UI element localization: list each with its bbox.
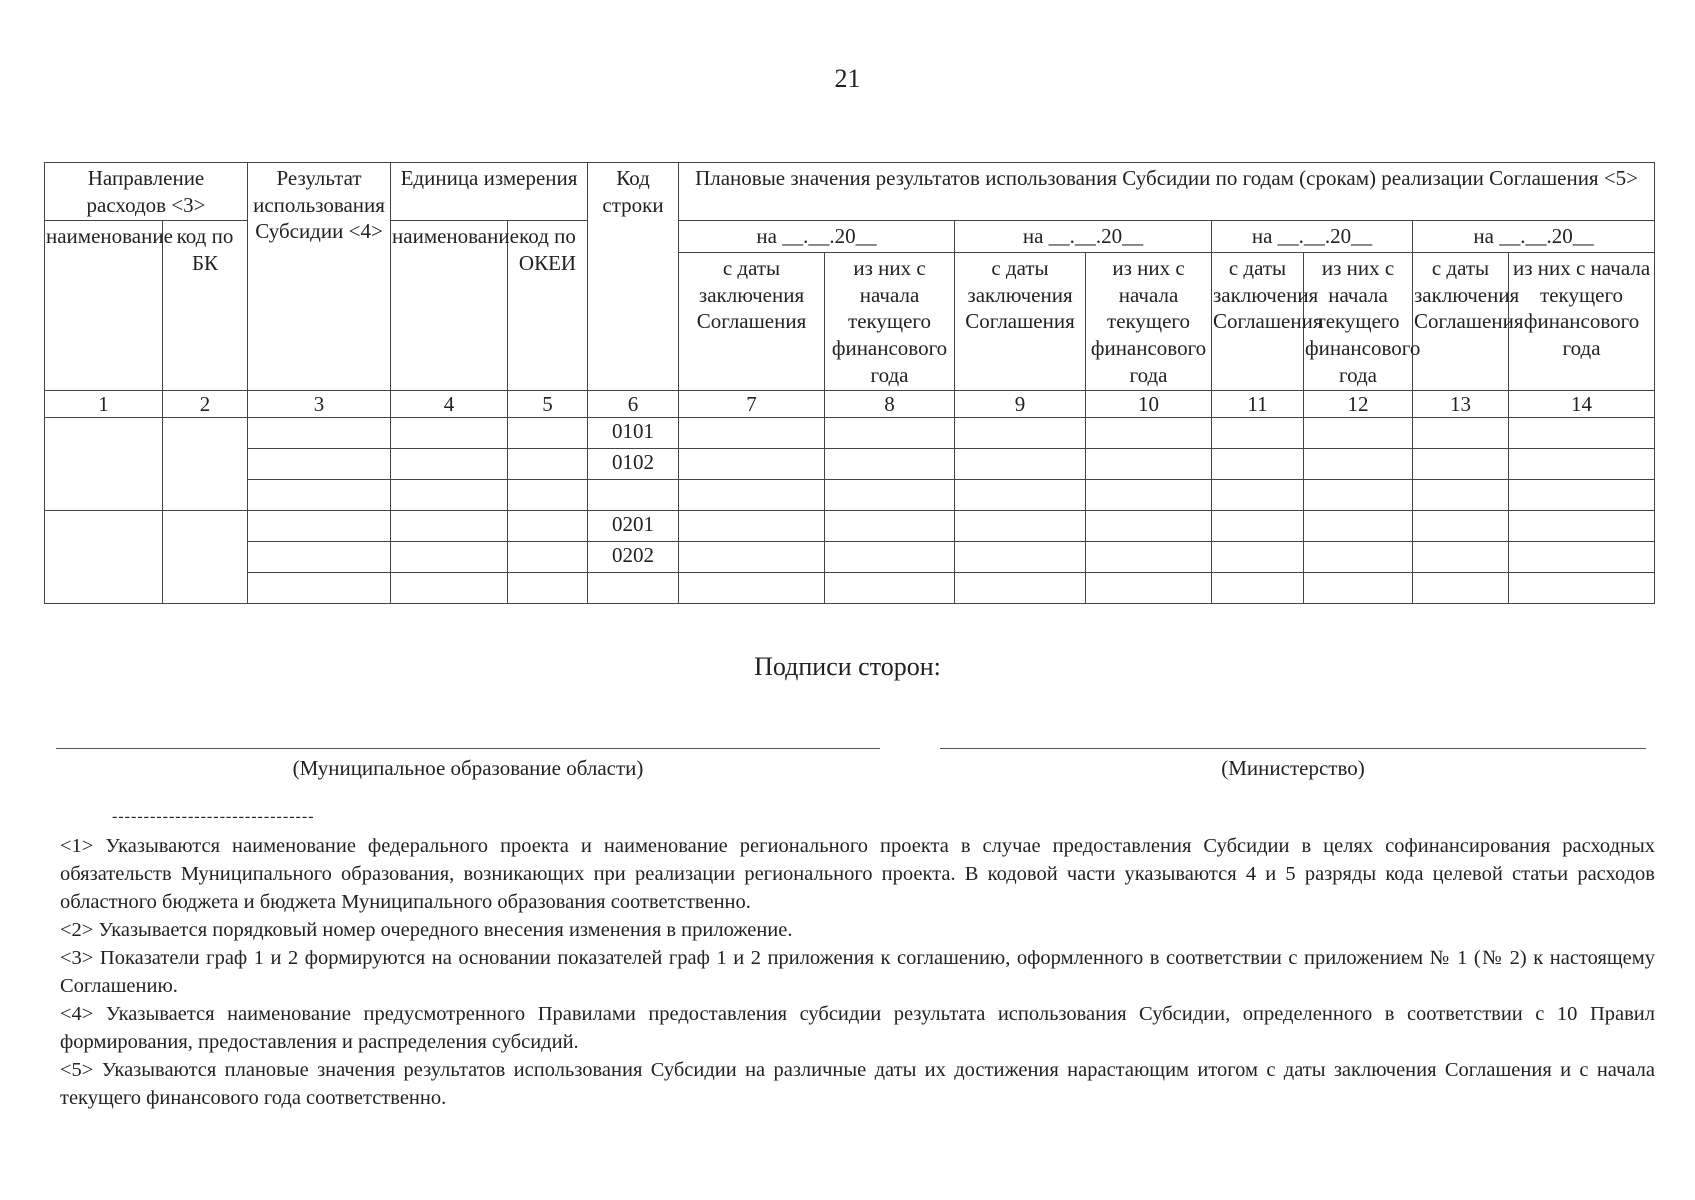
signature-caption-municipality: (Муниципальное образование области) [292, 756, 644, 780]
value-cell[interactable] [1086, 511, 1212, 542]
result-cell[interactable] [248, 511, 391, 542]
value-cell[interactable] [825, 573, 955, 604]
value-cell[interactable] [679, 511, 825, 542]
value-cell[interactable] [1212, 573, 1304, 604]
signature-caption-ministry: (Министерство) [1221, 756, 1365, 780]
okei-code-cell[interactable] [508, 573, 588, 604]
header-from-year: из них с начала текущего финансового года [1509, 252, 1655, 390]
footnote-separator: -------------------------------- [112, 808, 315, 825]
row-code-cell: 0101 [588, 418, 679, 449]
value-cell[interactable] [955, 511, 1086, 542]
column-number: 9 [955, 391, 1086, 418]
footnotes [60, 832, 1655, 1112]
results-table [44, 162, 1655, 604]
direction-name-cell[interactable] [45, 511, 163, 604]
unit-name-cell[interactable] [391, 449, 508, 480]
value-cell[interactable] [1509, 449, 1655, 480]
table-row [45, 511, 1655, 542]
signature-line-ministry[interactable] [940, 748, 1646, 749]
table-row [45, 573, 1655, 604]
okei-code-cell[interactable] [508, 480, 588, 511]
header-direction: Направление расходов <3> [45, 163, 248, 221]
row-code-cell [588, 573, 679, 604]
value-cell[interactable] [1086, 418, 1212, 449]
value-cell[interactable] [1304, 542, 1413, 573]
footnote: <2> Указывается порядковый номер очередного внесения изменения в приложение. [60, 919, 793, 941]
header-bk-code: код по БК [163, 221, 248, 391]
value-cell[interactable] [1304, 573, 1413, 604]
value-cell[interactable] [1509, 573, 1655, 604]
value-cell[interactable] [955, 480, 1086, 511]
header-period-1: на __.__.20__ [679, 221, 955, 253]
column-number: 10 [1086, 391, 1212, 418]
value-cell[interactable] [1509, 418, 1655, 449]
row-code-cell: 0201 [588, 511, 679, 542]
bk-code-cell[interactable] [163, 418, 248, 511]
footnote: <1> Указываются наименование федерального проекта и наименование регионального проекта в случае предоставления Субсидии в целях софинансирования расходных обязательств Муниципального образования, возникающих при реализации регионального проекта. В кодовой части указываются 4 и 5 разряды кода целевой статьи расходов областного бюджета и бюджета Муниципального образования соответственно. [60, 835, 1655, 913]
column-number: 3 [248, 391, 391, 418]
unit-name-cell[interactable] [391, 480, 508, 511]
signatures-title: Подписи сторон: [754, 652, 941, 681]
header-result: Результат использования Субсидии <4> [248, 163, 391, 391]
value-cell[interactable] [679, 449, 825, 480]
value-cell[interactable] [955, 542, 1086, 573]
header-from-date: с даты заключения Соглашения [1413, 252, 1509, 390]
value-cell[interactable] [1086, 573, 1212, 604]
table-row [45, 418, 1655, 449]
value-cell[interactable] [1304, 511, 1413, 542]
value-cell[interactable] [1413, 573, 1509, 604]
column-number: 11 [1212, 391, 1304, 418]
header-period-3: на __.__.20__ [1212, 221, 1413, 253]
header-okei-code: код по ОКЕИ [508, 221, 588, 391]
header-from-date: с даты заключения Соглашения [955, 252, 1086, 390]
header-period-2: на __.__.20__ [955, 221, 1212, 253]
value-cell[interactable] [1212, 449, 1304, 480]
column-number: 5 [508, 391, 588, 418]
column-number: 6 [588, 391, 679, 418]
column-number: 13 [1413, 391, 1509, 418]
value-cell[interactable] [1304, 418, 1413, 449]
okei-code-cell[interactable] [508, 449, 588, 480]
value-cell[interactable] [1509, 542, 1655, 573]
value-cell[interactable] [1086, 542, 1212, 573]
value-cell[interactable] [679, 542, 825, 573]
value-cell[interactable] [825, 480, 955, 511]
result-cell[interactable] [248, 573, 391, 604]
value-cell[interactable] [1413, 480, 1509, 511]
header-from-year: из них с начала текущего финансового года [1086, 252, 1212, 390]
value-cell[interactable] [1212, 511, 1304, 542]
column-number: 14 [1509, 391, 1655, 418]
header-from-year: из них с начала текущего финансового года [1304, 252, 1413, 390]
value-cell[interactable] [1413, 418, 1509, 449]
table-row [45, 449, 1655, 480]
okei-code-cell[interactable] [508, 511, 588, 542]
value-cell[interactable] [1304, 480, 1413, 511]
value-cell[interactable] [679, 418, 825, 449]
value-cell[interactable] [1086, 449, 1212, 480]
header-unit: Единица измерения [391, 163, 588, 221]
header-from-date: с даты заключения Соглашения [679, 252, 825, 390]
column-number: 7 [679, 391, 825, 418]
value-cell[interactable] [1413, 511, 1509, 542]
direction-name-cell[interactable] [45, 418, 163, 511]
page-number: 21 [834, 64, 861, 93]
value-cell[interactable] [1509, 511, 1655, 542]
result-cell[interactable] [248, 449, 391, 480]
result-cell[interactable] [248, 480, 391, 511]
header-period-4: на __.__.20__ [1413, 221, 1655, 253]
value-cell[interactable] [825, 542, 955, 573]
result-cell[interactable] [248, 542, 391, 573]
value-cell[interactable] [679, 573, 825, 604]
column-number: 2 [163, 391, 248, 418]
value-cell[interactable] [1212, 418, 1304, 449]
header-from-date: с даты заключения Соглашения [1212, 252, 1304, 390]
unit-name-cell[interactable] [391, 542, 508, 573]
header-row-code: Код строки [588, 163, 679, 391]
unit-name-cell[interactable] [391, 511, 508, 542]
value-cell[interactable] [679, 480, 825, 511]
result-cell[interactable] [248, 418, 391, 449]
value-cell[interactable] [825, 511, 955, 542]
okei-code-cell[interactable] [508, 418, 588, 449]
value-cell[interactable] [825, 449, 955, 480]
column-number: 12 [1304, 391, 1413, 418]
bk-code-cell[interactable] [163, 511, 248, 604]
column-number: 1 [45, 391, 163, 418]
row-code-cell: 0102 [588, 449, 679, 480]
value-cell[interactable] [1413, 449, 1509, 480]
value-cell[interactable] [955, 418, 1086, 449]
unit-name-cell[interactable] [391, 418, 508, 449]
footnote: <3> Показатели граф 1 и 2 формируются на основании показателей граф 1 и 2 приложения к соглашению, оформленного в соответствии с приложением № 1 (№ 2) к настоящему Соглашению. [60, 947, 1655, 997]
table-row [45, 480, 1655, 511]
value-cell[interactable] [955, 449, 1086, 480]
footnote: <5> Указываются плановые значения результатов использования Субсидии на различные даты их достижения нарастающим итогом с даты заключения Соглашения и с начала текущего финансового года соответственно. [60, 1059, 1655, 1109]
footnote: <4> Указывается наименование предусмотренного Правилами предоставления субсидии результата использования Субсидии, определенного в соответствии с 10 Правил формирования, предоставления и распределения субсидий. [60, 1003, 1655, 1053]
header-unit-name: наименование [391, 221, 508, 391]
value-cell[interactable] [1212, 480, 1304, 511]
value-cell[interactable] [1086, 480, 1212, 511]
column-number: 4 [391, 391, 508, 418]
table-row [45, 542, 1655, 573]
column-number: 8 [825, 391, 955, 418]
header-direction-name: наименование [45, 221, 163, 391]
signature-line-municipality[interactable] [56, 748, 880, 749]
value-cell[interactable] [1413, 542, 1509, 573]
header-planned-values: Плановые значения результатов использования Субсидии по годам (срокам) реализации Соглашения <5> [679, 163, 1655, 221]
row-code-cell: 0202 [588, 542, 679, 573]
value-cell[interactable] [1509, 480, 1655, 511]
value-cell[interactable] [1304, 449, 1413, 480]
value-cell[interactable] [1212, 542, 1304, 573]
value-cell[interactable] [955, 573, 1086, 604]
value-cell[interactable] [825, 418, 955, 449]
row-code-cell [588, 480, 679, 511]
okei-code-cell[interactable] [508, 542, 588, 573]
unit-name-cell[interactable] [391, 573, 508, 604]
header-from-year: из них с начала текущего финансового года [825, 252, 955, 390]
